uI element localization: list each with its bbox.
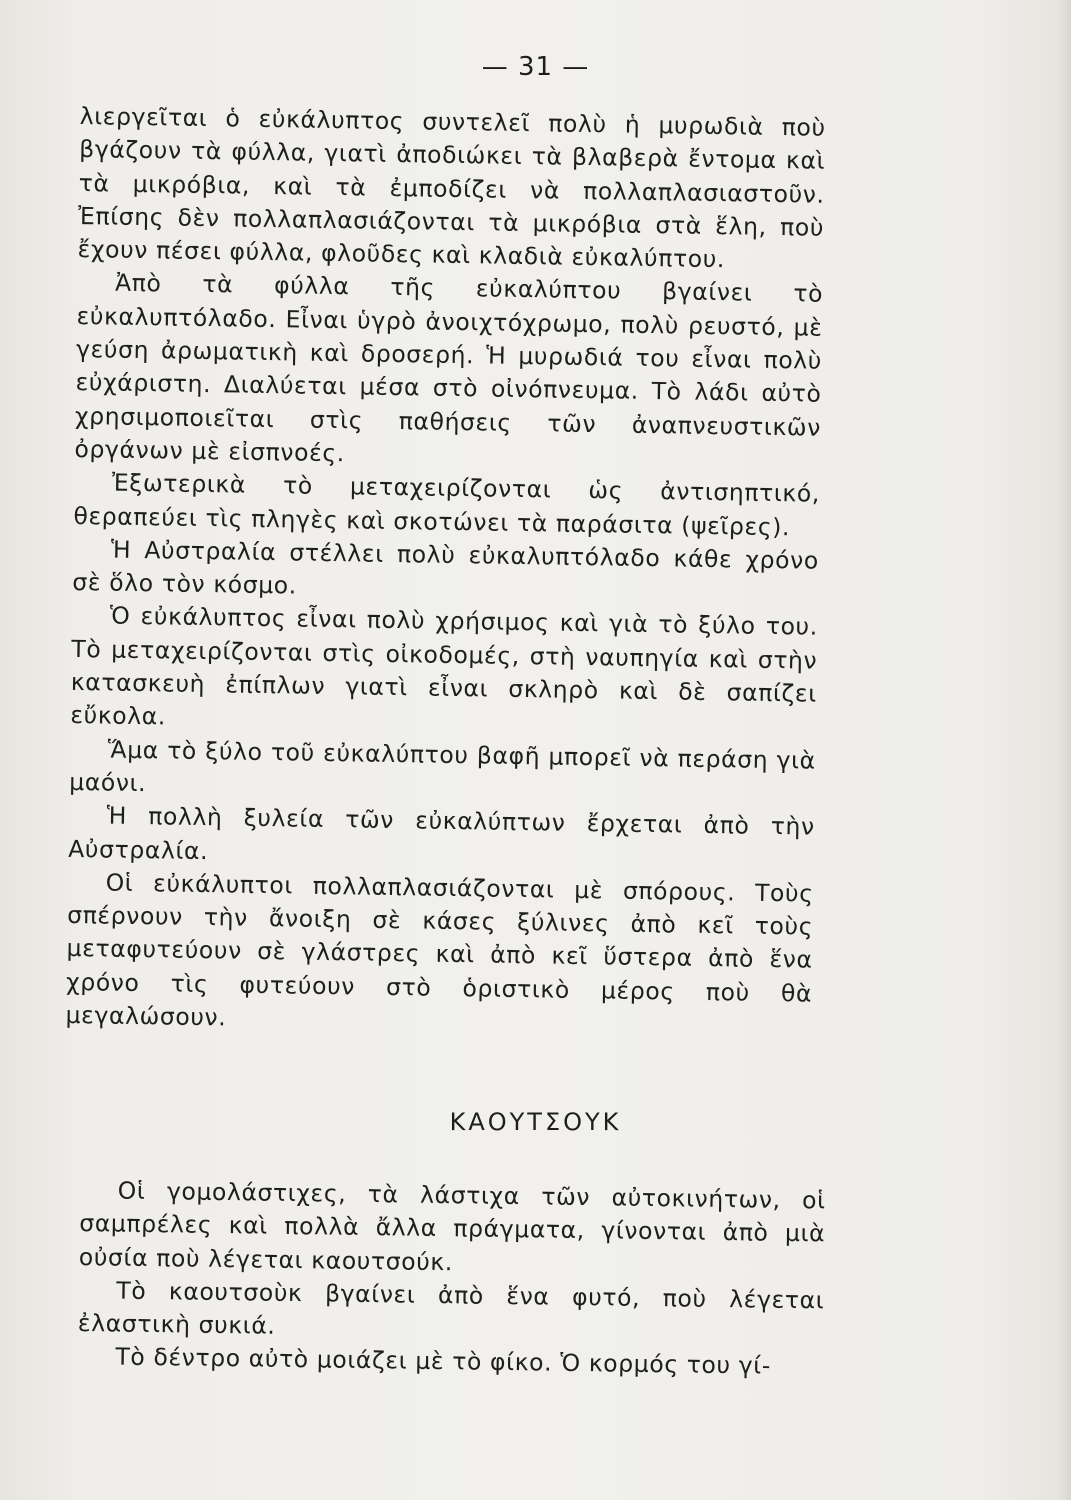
section-heading: ΚΑΟΥΤΣΟΥΚ <box>449 1108 622 1136</box>
paragraph: Ἀπὸ τὰ φύλλα τῆς εὐκαλύπτου βγαίνει τὸ εὐκαλυπτόλαδο. Εἶναι ὑγρὸ ἀνοιχτόχρωμο, πολὺ ρευστό, μὲ γεύση ἀρωματικὴ καὶ δροσερή. Ἡ μυρωδιά του εἶναι πολὺ εὐχάριστη. Διαλύεται μέσα στὸ οἰνόπνευμα. Τὸ λάδι αὐτὸ χρησιμοποιεῖται στὶς παθήσεις τῶν ἀναπνευστικῶν ὀργάνων μὲ εἰσπνοές. <box>74 269 824 468</box>
paragraph: Ἡ πολλὴ ξυλεία τῶν εὐκαλύπτων ἔρχεται ἀπὸ τὴν Αὐστραλία. <box>68 801 815 865</box>
paragraph: Ὁ εὐκάλυπτος εἶναι πολὺ χρήσιμος καὶ γιὰ τὸ ξύλο του. Τὸ μεταχειρίζονται στὶς οἰκοδομές, στὴ ναυπηγία καὶ στὴν κατασκευὴ ἐπίπλων γιατὶ εἶναι σκληρὸ καὶ δὲ σαπίζει εὔκολα. <box>70 601 819 731</box>
paragraph: Τὸ δέντρο αὐτὸ μοιάζει μὲ τὸ φίκο. Ὁ κορμός του γί- <box>115 1342 772 1381</box>
paragraph: Ἐξωτερικὰ τὸ μεταχειρίζονται ὡς ἀντισηπτικό, θεραπεύει τὶς πληγὲς καὶ σκοτώνει τὰ παράσιτα (ψεῖρες). <box>73 468 821 541</box>
paragraph: Οἱ γομολάστιχες, τὰ λάστιχα τῶν αὐτοκινήτων, οἱ σαμπρέλες καὶ πολλὰ ἄλλα πράγματα, γίνονται ἀπὸ μιὰ οὐσία ποὺ λέγεται καουτσούκ. <box>78 1176 826 1276</box>
page-edge-shadow <box>1057 0 1071 1500</box>
paragraph: Τὸ καουτσοὺκ βγαίνει ἀπὸ ἕνα φυτό, ποὺ λέγεται ἐλαστικὴ συκιά. <box>77 1276 825 1340</box>
page-number: — 31 — <box>481 52 590 82</box>
paragraph: Ἡ Αὐστραλία στέλλει πολὺ εὐκαλυπτόλαδο κάθε χρόνο σὲ ὅλο τὸν κόσμο. <box>72 535 820 600</box>
paragraph: Οἱ εὐκάλυπτοι πολλαπλασιάζονται μὲ σπόρους. Τοὺς σπέρνουν τὴν ἄνοιξη σὲ κάσες ξύλινες ἀπὸ κεῖ τοὺς μεταφυτεύουν σὲ γλάστρες καὶ ἀπὸ κεῖ ὕστερα ἀπὸ ἕνα χρόνο τὶς φυτεύουν στὸ ὁριστικὸ μέρος ποὺ θὰ μεγαλώσουν. <box>65 868 814 1032</box>
rubber-section-text <box>77 1174 826 1384</box>
eucalyptus-section-text <box>65 100 826 1044</box>
paragraph: Ἅμα τὸ ξύλο τοῦ εὐκαλύπτου βαφῆ μπορεῖ νὰ περάση γιὰ μαόνι. <box>69 735 816 798</box>
paragraph: λιεργεῖται ὁ εὐκάλυπτος συντελεῖ πολὺ ἡ μυρωδιὰ ποὺ βγάζουν τὰ φύλλα, γιατὶ ἀποδιώκει τὰ βλαβερὰ ἔντομα καὶ τὰ μικρόβια, καὶ τὰ ἐμποδίζει νὰ πολλαπλασιαστοῦν. Ἐπίσης δὲν πολλαπλασιάζονται τὰ μικρόβια στὰ ἕλη, ποὺ ἔχουν πέσει φύλλα, φλοῦδες καὶ κλαδιὰ εὐκαλύπτου. <box>77 101 826 274</box>
